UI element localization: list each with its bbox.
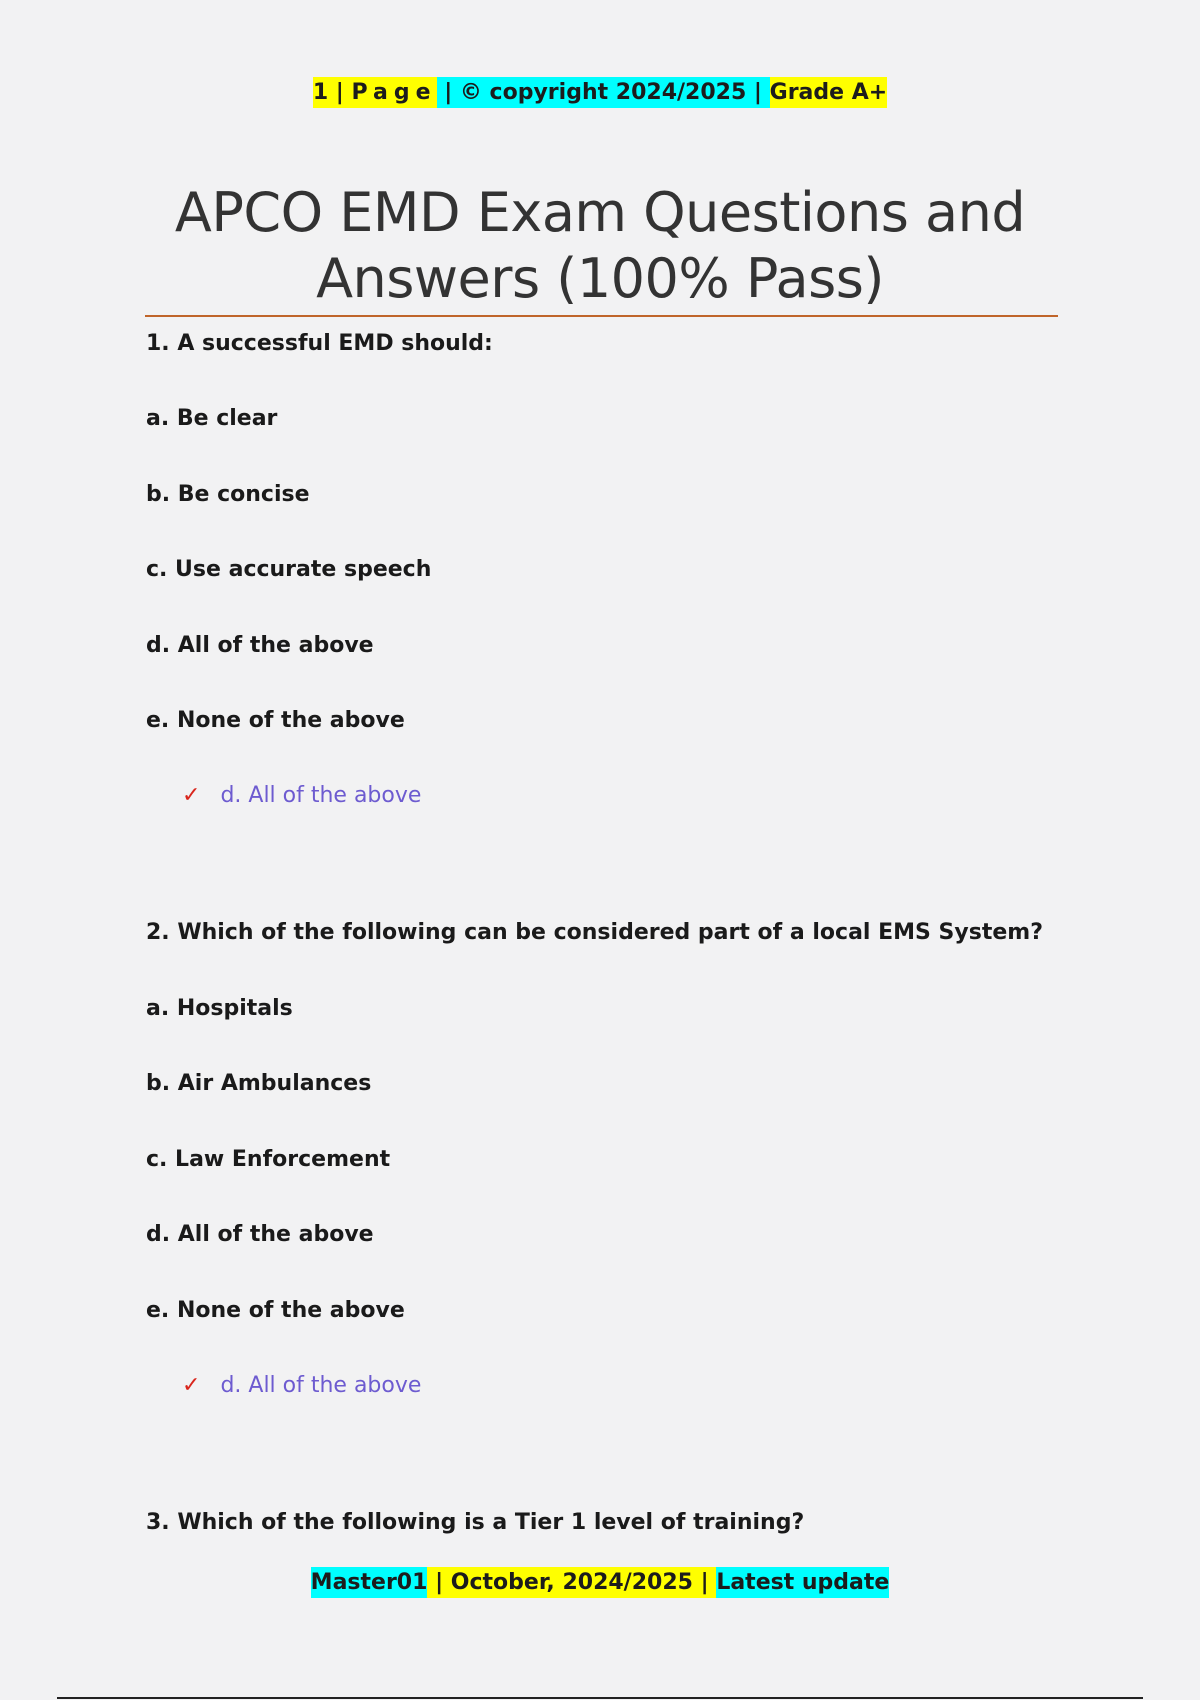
- title-underline: [145, 315, 1058, 317]
- q1-answer: [182, 781, 421, 811]
- q2-option-c: c. Law Enforcement: [146, 1147, 391, 1172]
- page-number: 1: [313, 77, 328, 108]
- question-1: 1. A successful EMD should:: [146, 331, 493, 356]
- question-2: 2. Which of the following can be considered part of a local EMS System?: [146, 920, 1043, 945]
- page-bottom-rule: [57, 1697, 1143, 1699]
- footer-author: Master01: [311, 1567, 428, 1598]
- page-footer: [0, 1565, 1200, 1601]
- document-title: [145, 180, 1055, 312]
- q2-option-b: b. Air Ambulances: [146, 1071, 372, 1096]
- q1-answer-text: d. All of the above: [220, 783, 422, 808]
- q2-answer-text: d. All of the above: [220, 1373, 422, 1398]
- q2-option-d: d. All of the above: [146, 1222, 374, 1247]
- q1-option-d: d. All of the above: [146, 633, 374, 658]
- header-separator: |: [328, 77, 351, 108]
- q1-option-e: e. None of the above: [146, 708, 405, 733]
- page-word: Page: [351, 77, 436, 108]
- q2-option-a: a. Hospitals: [146, 996, 293, 1021]
- footer-date: | October, 2024/2025 |: [427, 1567, 716, 1598]
- title-line-1: APCO EMD Exam Questions and: [174, 181, 1026, 244]
- q1-option-c: c. Use accurate speech: [146, 557, 432, 582]
- footer-status: Latest update: [716, 1567, 889, 1598]
- checkmark-icon: ✓: [182, 783, 201, 808]
- page-header: [0, 75, 1200, 111]
- q1-option-a: a. Be clear: [146, 406, 278, 431]
- title-line-2: Answers (100% Pass): [316, 247, 884, 310]
- checkmark-icon: ✓: [182, 1373, 201, 1398]
- q2-answer: [182, 1371, 421, 1401]
- grade-badge: Grade A+: [770, 77, 888, 108]
- copyright-text: | © copyright 2024/2025 |: [437, 77, 770, 108]
- question-3: 3. Which of the following is a Tier 1 level of training?: [146, 1510, 805, 1535]
- q2-option-e: e. None of the above: [146, 1298, 405, 1323]
- q1-option-b: b. Be concise: [146, 482, 310, 507]
